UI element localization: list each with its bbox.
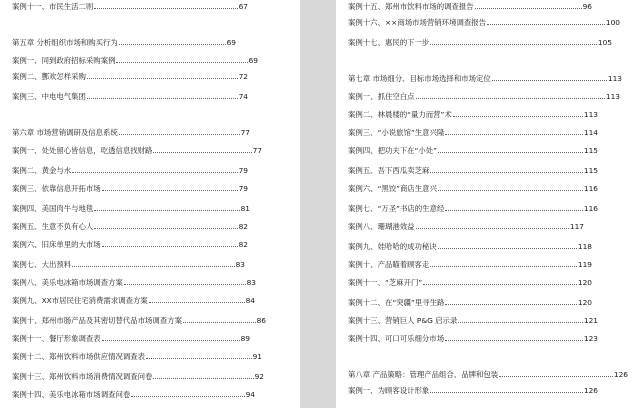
- toc-entry[interactable]: [12, 92, 248, 102]
- toc-entry-page-number: 69: [226, 38, 236, 47]
- toc-entry[interactable]: [348, 386, 598, 396]
- toc-page-left: [0, 0, 300, 408]
- toc-entry[interactable]: [12, 204, 250, 214]
- toc-entry-title: 案例八、美乐电冰箱市场调查方案: [12, 278, 123, 287]
- toc-entry[interactable]: [348, 242, 592, 252]
- toc-entry-title: 案例十六、××商场市场营销环境调查报告: [348, 18, 487, 27]
- toc-chapter-heading[interactable]: [12, 38, 236, 48]
- toc-entry-page-number: 79: [238, 184, 248, 193]
- dot-leader: [119, 134, 240, 135]
- dot-leader: [72, 172, 237, 173]
- toc-entry-page-number: 72: [238, 72, 248, 81]
- toc-entry[interactable]: [348, 92, 620, 102]
- toc-entry-page-number: 83: [235, 260, 245, 269]
- toc-entry-title: 案例十一、“芝麻开门”: [348, 278, 423, 287]
- toc-entry-title: 案例二、酆欢怎样采购: [12, 72, 86, 81]
- toc-entry-title: 案例十四、美乐电冰箱市场调查问卷: [12, 390, 131, 399]
- toc-entry-title: 案例一、处处留心皆信息，吃透信息找财路: [12, 146, 153, 155]
- toc-entry-page-number: 86: [256, 316, 266, 325]
- toc-entry-page-number: 67: [238, 2, 248, 11]
- toc-entry-page-number: 91: [252, 352, 262, 361]
- toc-entry-page-number: 113: [605, 92, 620, 101]
- toc-entry-title: 案例十一、餐厅形象调查表: [12, 334, 101, 343]
- dot-leader: [445, 134, 583, 135]
- toc-entry-page-number: 118: [577, 242, 592, 251]
- toc-entry[interactable]: [348, 278, 592, 288]
- toc-entry[interactable]: [12, 2, 248, 12]
- toc-entry-page-number: 82: [238, 240, 248, 249]
- dot-leader: [458, 322, 583, 323]
- toc-chapter-heading[interactable]: [12, 128, 250, 138]
- dot-leader: [119, 44, 226, 45]
- toc-entry-page-number: 126: [613, 370, 628, 379]
- dot-leader: [149, 302, 245, 303]
- toc-entry-title: 案例十二、在“突疆”里寻生路: [348, 298, 445, 307]
- toc-entry-page-number: 117: [569, 222, 584, 231]
- toc-entry-page-number: 123: [583, 334, 598, 343]
- toc-entry-page-number: 94: [245, 390, 255, 399]
- toc-entry-page-number: 69: [248, 56, 258, 65]
- toc-entry[interactable]: [12, 352, 262, 362]
- toc-chapter-heading[interactable]: [348, 74, 622, 84]
- toc-entry-title: 案例一、抓住空白点: [348, 92, 415, 101]
- toc-entry[interactable]: [12, 72, 248, 82]
- toc-entry-title: 案例三、中电电气集团: [12, 92, 86, 101]
- toc-entry[interactable]: [348, 166, 598, 176]
- toc-entry[interactable]: [348, 2, 592, 12]
- toc-entry-page-number: 100: [605, 18, 620, 27]
- toc-entry-title: 第八章 产品策略：管理产品组合、品牌和包装: [348, 370, 499, 379]
- toc-entry-title: 案例五、生意不负有心人: [12, 222, 94, 231]
- toc-entry-title: 案例十三、营销巨人 P&G 启示录: [348, 316, 458, 325]
- dot-leader: [499, 376, 613, 377]
- toc-entry-page-number: 92: [254, 372, 264, 381]
- dot-leader: [416, 98, 605, 99]
- toc-entry-title: 案例三、依靠信息开拓市场: [12, 184, 101, 193]
- toc-entry[interactable]: [12, 278, 256, 288]
- dot-leader: [430, 392, 583, 393]
- toc-entry-title: 案例一、同到政府招标采购案例: [12, 56, 116, 65]
- toc-entry-title: 案例七、“万圣”书店的生意经: [348, 204, 445, 213]
- dot-leader: [116, 62, 247, 63]
- toc-entry-page-number: 81: [240, 204, 250, 213]
- toc-entry-title: 案例五、吾下西瓜卖芝麻: [348, 166, 430, 175]
- toc-entry-title: 案例三、“小说旅馆”生意兴隆: [348, 128, 445, 137]
- toc-entry-title: 案例九、XX市居民住宅消费需求调查方案: [12, 296, 148, 305]
- dot-leader: [102, 246, 238, 247]
- dot-leader: [430, 44, 597, 45]
- toc-entry-page-number: 120: [577, 298, 592, 307]
- toc-entry[interactable]: [348, 146, 598, 156]
- toc-entry-title: 案例七、大出预料: [12, 260, 72, 269]
- toc-entry-page-number: 77: [240, 128, 250, 137]
- toc-entry-title: 案例九、娃哈哈的成功秘诀: [348, 242, 437, 251]
- toc-entry[interactable]: [348, 128, 598, 138]
- toc-entry[interactable]: [12, 334, 250, 344]
- dot-leader: [131, 396, 244, 397]
- dot-leader: [492, 80, 607, 81]
- toc-entry[interactable]: [12, 184, 248, 194]
- toc-entry[interactable]: [12, 390, 255, 400]
- dot-leader: [416, 228, 569, 229]
- toc-entry-page-number: 79: [238, 166, 248, 175]
- dot-leader: [94, 8, 237, 9]
- toc-entry[interactable]: [12, 56, 258, 66]
- toc-entry[interactable]: [348, 298, 592, 308]
- toc-entry[interactable]: [348, 110, 598, 120]
- toc-entry-page-number: 113: [583, 110, 598, 119]
- dot-leader: [438, 152, 583, 153]
- dot-leader: [124, 284, 246, 285]
- dot-leader: [183, 322, 256, 323]
- toc-entry[interactable]: [12, 240, 248, 250]
- toc-entry-page-number: 96: [582, 2, 592, 11]
- toc-entry[interactable]: [12, 222, 248, 232]
- dot-leader: [153, 152, 251, 153]
- toc-entry-page-number: 121: [583, 316, 598, 325]
- dot-leader: [430, 172, 583, 173]
- toc-entry-title: 案例十三、郑州饮料市场消费情况调查问卷: [12, 372, 153, 381]
- dot-leader: [87, 98, 238, 99]
- toc-entry-title: 案例四、美国肉牛与地毯: [12, 204, 94, 213]
- dot-leader: [475, 8, 582, 9]
- toc-entry-title: 第七章 市场细分、目标市场选择和市场定位: [348, 74, 491, 83]
- toc-entry[interactable]: [12, 260, 245, 270]
- toc-entry-title: 案例八、珊瑚港效益: [348, 222, 415, 231]
- toc-entry-title: 案例十二、郑州饮料市场供应情况调查表: [12, 352, 146, 361]
- toc-entry-page-number: 77: [252, 146, 262, 155]
- toc-entry[interactable]: [348, 260, 592, 270]
- dot-leader: [453, 116, 583, 117]
- toc-entry[interactable]: [12, 296, 255, 306]
- toc-page-right: [336, 0, 640, 408]
- dot-leader: [94, 210, 239, 211]
- toc-entry-title: 案例一、为顾客设计形象: [348, 386, 430, 395]
- dot-leader: [102, 190, 238, 191]
- dot-leader: [438, 190, 583, 191]
- toc-entry-page-number: 116: [583, 204, 598, 213]
- toc-entry-title: 案例十五、郑州市饮料市场的调查报告: [348, 2, 474, 11]
- toc-entry[interactable]: [348, 204, 598, 214]
- toc-entry[interactable]: [348, 184, 598, 194]
- dot-leader: [87, 78, 238, 79]
- dot-leader: [430, 266, 577, 267]
- toc-entry[interactable]: [12, 372, 264, 382]
- toc-entry[interactable]: [348, 38, 612, 48]
- toc-entry-title: 案例十一、市民生活二则: [12, 2, 94, 11]
- toc-entry-title: 案例二、林晨楼的“量力而营”术: [348, 110, 452, 119]
- toc-entry-title: 案例十、产品瞄着顾客走: [348, 260, 430, 269]
- toc-entry-page-number: 89: [240, 334, 250, 343]
- dot-leader: [445, 304, 577, 305]
- toc-entry-page-number: 126: [583, 386, 598, 395]
- dot-leader: [438, 248, 577, 249]
- toc-entry-title: 第五章 分析组织市场和购买行为: [12, 38, 118, 47]
- toc-entry-title: 案例二、黄金与水: [12, 166, 72, 175]
- toc-entry[interactable]: [348, 18, 620, 28]
- toc-entry-page-number: 105: [597, 38, 612, 47]
- toc-entry[interactable]: [12, 316, 266, 326]
- toc-entry-page-number: 83: [246, 278, 256, 287]
- toc-entry[interactable]: [12, 146, 262, 156]
- toc-entry-page-number: 82: [238, 222, 248, 231]
- toc-entry-page-number: 120: [577, 278, 592, 287]
- toc-entry[interactable]: [348, 222, 584, 232]
- toc-chapter-heading[interactable]: [348, 370, 628, 380]
- dot-leader: [445, 210, 583, 211]
- toc-entry-page-number: 114: [583, 128, 598, 137]
- toc-entry-page-number: 119: [577, 260, 592, 269]
- dot-leader: [153, 378, 253, 379]
- toc-entry[interactable]: [348, 316, 598, 326]
- dot-leader: [487, 24, 605, 25]
- toc-entry[interactable]: [12, 166, 248, 176]
- toc-entry-page-number: 74: [238, 92, 248, 101]
- toc-entry-title: 案例六、“黑饺”商店生意兴: [348, 184, 437, 193]
- dot-leader: [94, 228, 237, 229]
- toc-entry-title: 案例十四、可口可乐细分市场: [348, 334, 445, 343]
- dot-leader: [445, 340, 583, 341]
- toc-entry-page-number: 116: [583, 184, 598, 193]
- dot-leader: [72, 266, 234, 267]
- dot-leader: [423, 284, 577, 285]
- dot-leader: [102, 340, 240, 341]
- toc-entry-title: 案例六、旧床单里的大市场: [12, 240, 101, 249]
- toc-entry-title: 案例四、把功夫下在“小处”: [348, 146, 437, 155]
- toc-entry-page-number: 84: [245, 296, 255, 305]
- dot-leader: [146, 358, 252, 359]
- toc-entry-page-number: 115: [583, 166, 598, 175]
- toc-entry-title: 第六章 市场营销调研及信息系统: [12, 128, 118, 137]
- toc-entry[interactable]: [348, 334, 598, 344]
- toc-entry-title: 案例十七、惠民的下一步: [348, 38, 430, 47]
- toc-entry-page-number: 113: [607, 74, 622, 83]
- toc-entry-page-number: 115: [583, 146, 598, 155]
- toc-entry-title: 案例十、郑州市肠产品及其密切替代品市场调查方案: [12, 316, 182, 325]
